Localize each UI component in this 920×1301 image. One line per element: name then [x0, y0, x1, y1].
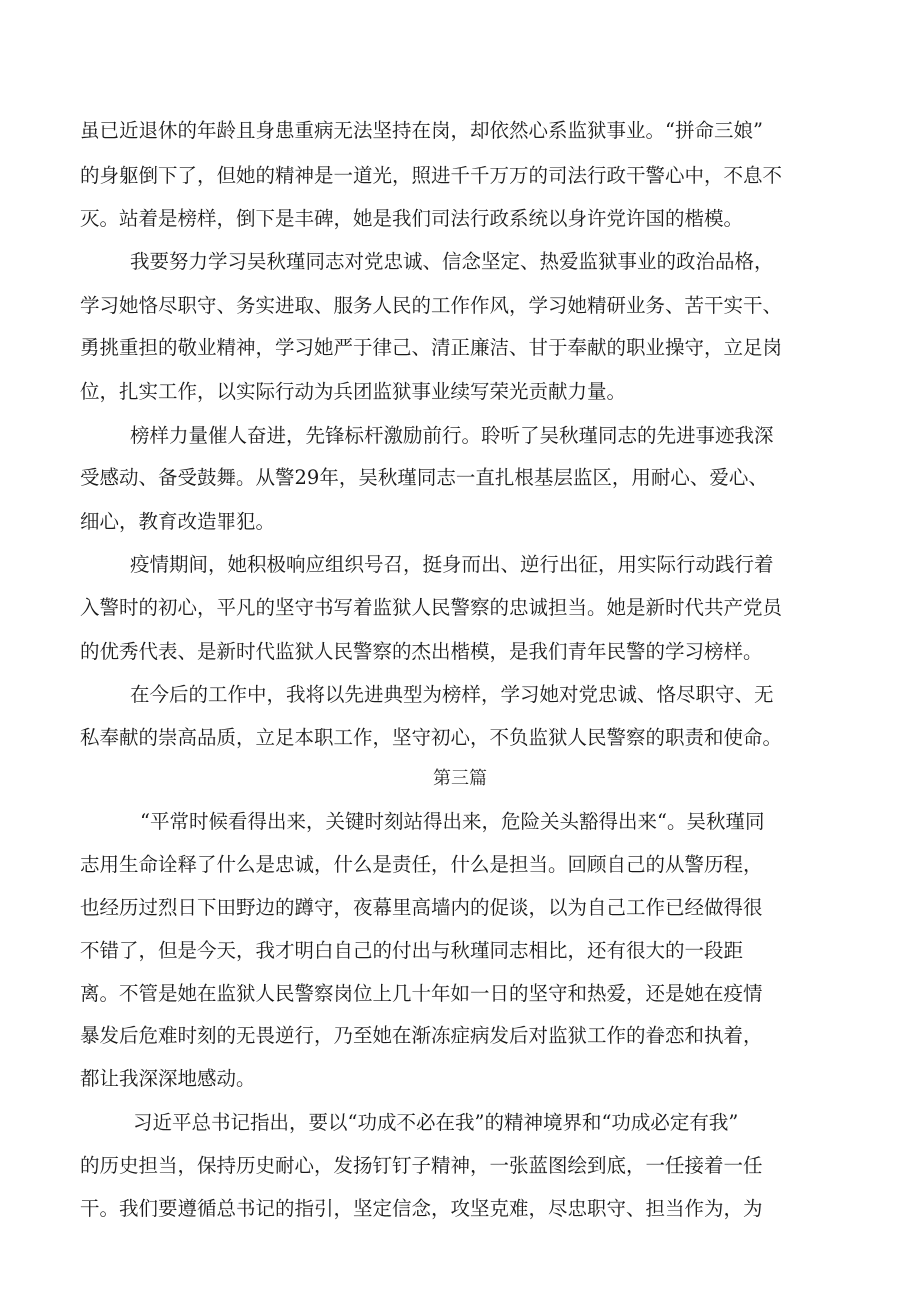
text-line: 暴发后危难时刻的无畏逆行，乃至她在渐冻症病发后对监狱工作的眷恋和执着，: [80, 1024, 763, 1047]
text-line: 志用生命诠释了什么是忠诚，什么是责任，什么是担当。回顾自己的从警历程，: [80, 853, 763, 876]
text-line: 也经历过烈日下田野边的蹲守，夜幕里高墙内的促谈，以为自己工作已经做得很: [80, 896, 763, 919]
text-line: 入警时的初心，平凡的坚守书写着监狱人民警察的忠诚担当。她是新时代共产党员: [80, 596, 783, 619]
text-line: 不错了，但是今天，我才明白自己的付出与秋瑾同志相比，还有很大的一段距: [80, 939, 744, 962]
section-heading: 第三篇: [433, 768, 487, 789]
text-line: 受感动、备受鼓舞。从警29年，吴秋瑾同志一直扎根基层监区，用耐心、爱心、: [80, 466, 768, 489]
text-line: 的优秀代表、是新时代监狱人民警察的杰出楷模，是我们青年民警的学习榜样。: [80, 640, 763, 663]
text-line: 勇挑重担的敬业精神，学习她严于律己、清正廉洁、甘于奉献的职业操守，立足岗: [80, 336, 783, 359]
text-line: 在今后的工作中，我将以先进典型为榜样，学习她对党忠诚、恪尽职守、无: [130, 683, 774, 706]
text-line: 干。我们要遵循总书记的指引，坚定信念，攻坚克难，尽忠职守、担当作为，为: [80, 1197, 763, 1220]
text-line: 细心，教育改造罪犯。: [80, 510, 276, 533]
text-line: 虽已近退休的年龄且身患重病无法坚持在岗，却依然心系监狱事业。“拼命三娘”: [80, 119, 763, 142]
text-line: 的历史担当，保持历史耐心，发扬钉钉子精神，一张蓝图绘到底，一任接着一任: [80, 1154, 763, 1177]
text-line: 灭。站着是榜样，倒下是丰碑，她是我们司法行政系统以身许党许国的楷模。: [80, 207, 744, 230]
text-line: 我要努力学习吴秋瑾同志对党忠诚、信念坚定、热爱监狱事业的政治品格，: [130, 250, 774, 273]
text-line: “平常时候看得出来，关键时刻站得出来，危险关头豁得出来“。吴秋瑾同: [140, 810, 765, 833]
text-line: 习近平总书记指出，要以“功成不必在我”的精神境界和“功成必定有我”: [133, 1111, 739, 1134]
text-line: 疫情期间，她积极响应组织号召，挺身而出、逆行出征，用实际行动践行着: [130, 553, 774, 576]
text-line: 离。不管是她在监狱人民警察岗位上几十年如一日的坚守和热爱，还是她在疫情: [80, 982, 763, 1005]
text-line: 的身躯倒下了，但她的精神是一道光，照进千千万万的司法行政干警心中，不息不: [80, 164, 783, 187]
text-line: 都让我深深地感动。: [80, 1067, 256, 1090]
text-line: 榜样力量催人奋进，先锋标杆激励前行。聆听了吴秋瑾同志的先进事迹我深: [130, 424, 774, 447]
text-line: 学习她恪尽职守、务实进取、服务人民的工作作风，学习她精研业务、苦干实干、: [80, 294, 783, 317]
text-line: 私奉献的崇高品质，立足本职工作，坚守初心，不负监狱人民警察的职责和使命。: [80, 726, 783, 749]
text-line: 位，扎实工作，以实际行动为兵团监狱事业续写荣光贡献力量。: [80, 380, 627, 403]
